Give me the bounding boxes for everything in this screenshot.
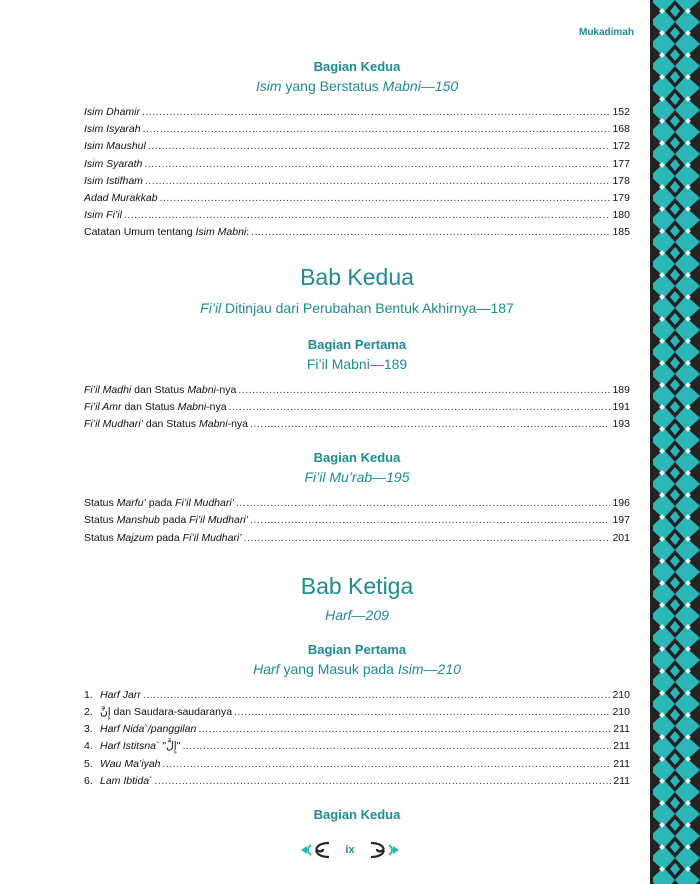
toc-entry[interactable]: Status Marfu’ pada Fi’il Mudhari’ ..... 196	[84, 495, 630, 512]
toc-list	[84, 687, 630, 790]
toc-entry[interactable]: 3. Harf Nida`/panggilan ..... 211	[84, 721, 630, 738]
page-footer	[290, 838, 410, 862]
section-heading	[84, 336, 630, 374]
section-heading	[84, 641, 630, 679]
section-label: Bagian Pertama	[307, 641, 407, 657]
left-ornament-icon	[299, 840, 335, 860]
section-subtitle: Isim yang Berstatus Mabni—150	[255, 78, 459, 94]
running-header: Mukadimah	[578, 27, 634, 38]
toc-list	[84, 104, 630, 242]
toc-entry[interactable]: 4. Harf Istitsna` "إِلَّ" ..... 211	[84, 738, 630, 755]
toc-list	[84, 382, 630, 434]
toc-entry[interactable]: Isim Syarath ..... 177	[84, 156, 630, 173]
chapter-subtitle: Harf—209	[325, 606, 389, 623]
toc-entry[interactable]: Fi’il Madhi dan Status Mabni-nya ..... 189	[84, 382, 630, 399]
section-label: Bagian Kedua	[313, 450, 401, 466]
toc-entry[interactable]: Catatan Umum tentang Isim Mabni: ..... 185	[84, 224, 630, 241]
chapter-title: Bab Kedua	[300, 263, 414, 290]
toc-entry[interactable]: Status Manshub pada Fi’il Mudhari’ ..... 197	[84, 512, 630, 529]
toc-entry[interactable]: 1. Harf Jarr ..... 210	[84, 687, 630, 704]
toc-entry[interactable]: Adad Murakkab ..... 179	[84, 190, 630, 207]
toc-entry[interactable]: Isim Istifham ..... 178	[84, 173, 630, 190]
section-subtitle: Fi’il Mabni—189	[306, 355, 408, 372]
table-of-contents	[84, 58, 630, 824]
section-heading	[84, 449, 630, 487]
toc-entry[interactable]: Status Majzum pada Fi’il Mudhari’ ..... 201	[84, 530, 630, 547]
toc-entry[interactable]: Isim Isyarah ..... 168	[84, 121, 630, 138]
page-number: ix	[345, 844, 355, 856]
section-label: Bagian Pertama	[307, 336, 407, 352]
chapter-subtitle: Fi’il Ditinjau dari Perubahan Bentuk Akhirnya—187	[200, 299, 514, 316]
section-label: Bagian Kedua	[313, 59, 401, 74]
toc-entry[interactable]: 6. Lam Ibtida` ..... 211	[84, 773, 630, 790]
toc-entry[interactable]: Fi’il Mudhari’ dan Status Mabni-nya ..... 193	[84, 416, 630, 433]
decorative-border	[650, 0, 700, 884]
toc-entry[interactable]: Isim Dhamir ..... 152	[84, 104, 630, 121]
right-ornament-icon	[365, 840, 401, 860]
section-label: Bagian Kedua	[313, 807, 401, 823]
section-subtitle: Fi’il Mu’rab—195	[304, 469, 410, 486]
toc-entry[interactable]: Fi’il Amr dan Status Mabni-nya ..... 191	[84, 399, 630, 416]
section-subtitle: Harf yang Masuk pada Isim—210	[253, 660, 461, 677]
toc-entry[interactable]: 5. Wau Ma’iyah ..... 211	[84, 756, 630, 773]
toc-list	[84, 495, 630, 547]
chapter-title: Bab Ketiga	[300, 572, 414, 599]
toc-entry[interactable]: 2. إِنَّ dan Saudara-saudaranya ..... 210	[84, 704, 630, 721]
section-heading	[84, 806, 630, 824]
toc-entry[interactable]: Isim Maushul ..... 172	[84, 138, 630, 155]
toc-entry[interactable]: Isim Fi’il ..... 180	[84, 207, 630, 224]
section-heading	[84, 58, 630, 96]
